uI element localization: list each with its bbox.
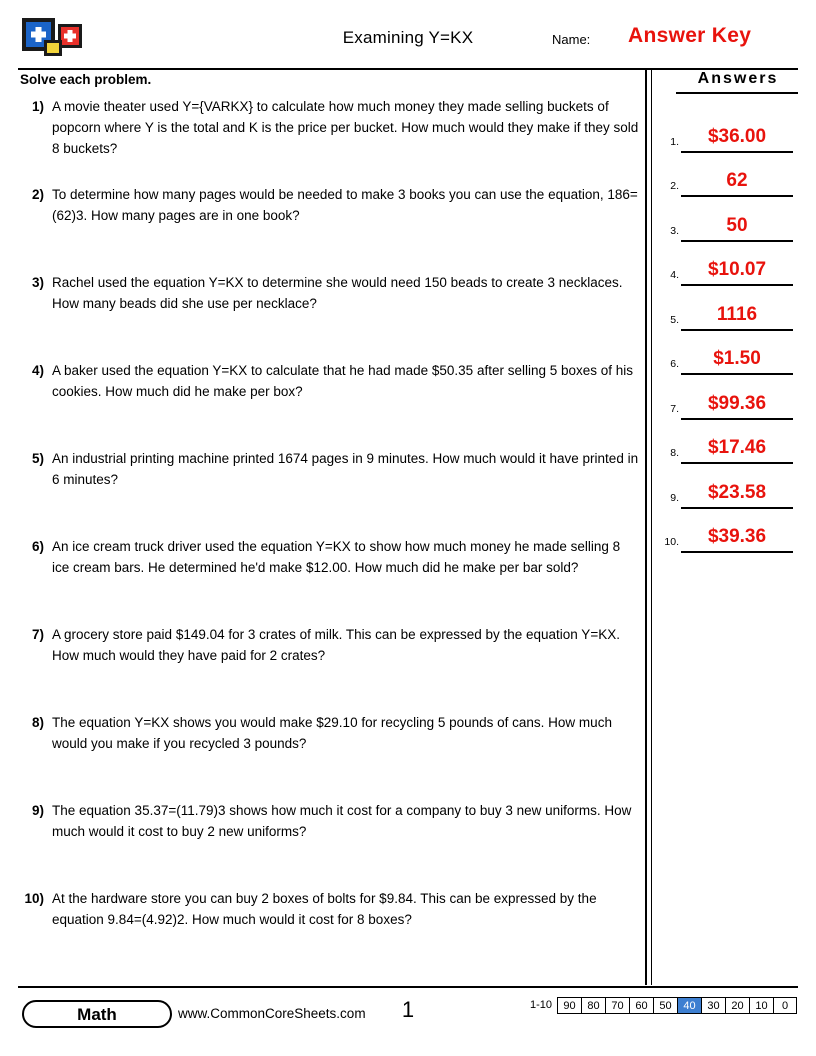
problem-text: Rachel used the equation Y=KX to determine she would need 150 beads to create 3 necklaces. How many beads did she use per necklace? <box>52 275 623 311</box>
answer-value: $10.07 <box>707 259 767 280</box>
problem-number: 5) <box>31 451 44 466</box>
problem-number: 4) <box>31 363 44 378</box>
problem-item <box>20 712 640 800</box>
scale-cell: 70 <box>605 997 629 1014</box>
answer-value: $99.36 <box>707 392 767 414</box>
problem-item <box>20 96 640 184</box>
answer-value: $39.36 <box>707 526 767 547</box>
answer-number: 2. <box>670 180 679 192</box>
answer-row <box>657 108 807 153</box>
problem-number: 10) <box>24 891 44 906</box>
answer-value: $36.00 <box>707 125 767 147</box>
problem-item <box>20 448 640 536</box>
problem-number: 2) <box>31 187 44 202</box>
problem-number: 1) <box>31 99 44 114</box>
problem-number: 7) <box>31 627 44 642</box>
scale-cell: 60 <box>629 997 653 1014</box>
answer-number: 10. <box>664 536 679 548</box>
problem-list <box>20 96 640 976</box>
scale-cell: 80 <box>581 997 605 1014</box>
page-header <box>0 18 816 68</box>
problem-item <box>20 536 640 624</box>
problem-text: To determine how many pages would be needed to make 3 books you can use the equation, 186=(62)3. How many pages are in one book? <box>52 187 638 223</box>
answer-value: $23.58 <box>707 481 767 503</box>
answer-underline <box>681 551 793 553</box>
problem-number: 8) <box>31 715 44 730</box>
answer-number: 8. <box>670 447 679 459</box>
answer-row <box>657 286 807 331</box>
scale-cell-highlighted: 40 <box>677 997 701 1014</box>
answer-value: 50 <box>726 214 748 236</box>
scale-cell: 10 <box>749 997 773 1014</box>
problem-text: At the hardware store you can buy 2 boxes of bolts for $9.84. This can be expressed by the equation 9.84=(4.92)2. How much would it cost for 8 boxes? <box>52 891 597 927</box>
problem-number: 3) <box>31 275 44 290</box>
answers-heading-underline <box>676 92 798 94</box>
answer-number: 3. <box>670 224 679 237</box>
footer-divider <box>18 986 798 988</box>
problem-number: 9) <box>31 803 44 818</box>
answer-key-stamp: Answer Key <box>628 24 752 47</box>
problem-item <box>20 272 640 360</box>
problem-text: A grocery store paid $149.04 for 3 crates of milk. This can be expressed by the equation Y=KX. How much would they have paid for 2 crates? <box>52 627 620 663</box>
subject-badge: Math <box>22 1000 172 1028</box>
answer-row <box>657 420 807 465</box>
answer-row <box>657 331 807 376</box>
problem-item <box>20 184 640 272</box>
answer-row <box>657 153 807 198</box>
answer-row <box>657 375 807 420</box>
answers-list <box>657 108 807 553</box>
problem-text: The equation Y=KX shows you would make $29.10 for recycling 5 pounds of cans. How much would you make if you recycled 3 pounds? <box>52 715 612 751</box>
answer-value: $1.50 <box>713 348 761 369</box>
scale-cell: 20 <box>725 997 749 1014</box>
scale-range-label: 1-10 <box>530 999 553 1011</box>
scale-cell: 90 <box>557 997 581 1014</box>
answer-value: 1116 <box>716 303 758 325</box>
answer-number: 1. <box>670 135 679 148</box>
problem-item <box>20 624 640 712</box>
scale-cell: 30 <box>701 997 725 1014</box>
problem-number: 6) <box>31 539 44 554</box>
answer-number: 5. <box>670 313 679 326</box>
scale-cell: 0 <box>773 997 797 1014</box>
problem-text: The equation 35.37=(11.79)3 shows how much it cost for a company to buy 3 new uniforms. How much would it cost to buy 2 new uniforms? <box>52 803 632 839</box>
problem-text: A movie theater used Y={VARKX} to calculate how much money they made selling buckets of popcorn where Y is the total and K is the price per bucket. How much would they make if they sold 8 buckets? <box>52 99 639 156</box>
answer-value: 62 <box>726 170 748 191</box>
grading-scale <box>530 996 797 1014</box>
problem-text: An ice cream truck driver used the equation Y=KX to show how much money he made selling 8 ice cream bars. He determined he'd make $12.00. How much did he make per bar sold? <box>52 539 621 575</box>
answer-value: $17.46 <box>707 437 767 458</box>
problem-item <box>20 800 640 888</box>
answer-row <box>657 242 807 287</box>
answer-number: 6. <box>670 358 679 370</box>
answers-divider-right <box>651 70 652 985</box>
problem-text: A baker used the equation Y=KX to calculate that he had made $50.35 after selling 5 boxes of his cookies. How much did he make per box? <box>52 363 634 399</box>
problem-item <box>20 888 640 976</box>
answer-number: 4. <box>670 269 679 281</box>
site-url: www.CommonCoreSheets.com <box>178 1006 366 1021</box>
answer-number: 9. <box>670 491 679 504</box>
answer-row <box>657 464 807 509</box>
problem-item <box>20 360 640 448</box>
answer-row <box>657 197 807 242</box>
page-number: 1 <box>401 997 415 1022</box>
name-label: Name: <box>552 32 591 47</box>
scale-cell: 50 <box>653 997 677 1014</box>
answer-number: 7. <box>670 402 679 415</box>
instruction-text: Solve each problem. <box>20 72 152 87</box>
answer-row <box>657 509 807 554</box>
answers-heading: Answers <box>697 70 779 87</box>
page-title: Examining Y=KX <box>342 28 474 47</box>
problem-text: An industrial printing machine printed 1674 pages in 9 minutes. How much would it have printed in 6 minutes? <box>52 451 639 487</box>
answers-divider-left <box>645 70 647 985</box>
